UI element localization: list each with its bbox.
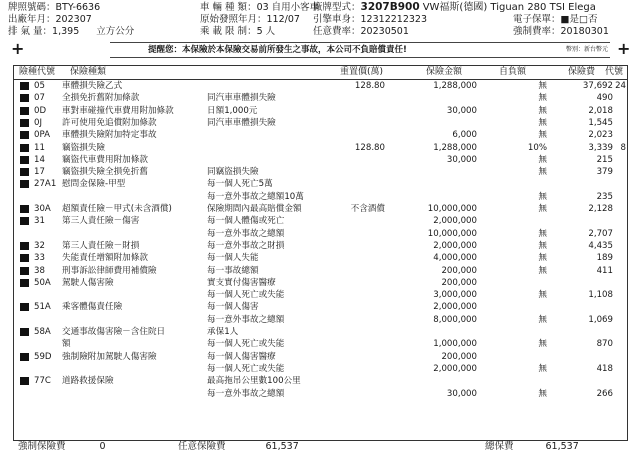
row-amount: 200,000 (441, 277, 477, 288)
row-marker-square (20, 377, 29, 385)
row-marker-square (20, 328, 29, 336)
e-policy: 電子保單：■是□否 (513, 14, 598, 25)
row-marker-square (20, 144, 29, 152)
row-name: 竊盜代車費用附加條款 (62, 154, 148, 165)
row-prem: 1,108 (588, 290, 613, 301)
row-marker-square (20, 180, 29, 188)
col-ded: 自負額 (499, 67, 527, 77)
table-row (14, 388, 627, 400)
row-marker-square (20, 119, 29, 127)
row-prem: 4,435 (588, 240, 613, 251)
row-desc: 同汽車車體損失險 (207, 117, 276, 128)
row-amount: 1,288,000 (433, 142, 477, 153)
row-prem: 3,339 (588, 142, 613, 153)
col-flag: 代號 (605, 67, 624, 77)
row-desc: 每一個人死亡或失能 (207, 363, 285, 374)
row-marker-square (20, 217, 29, 225)
row-code: 27A1 (34, 179, 57, 190)
coverage-table (13, 65, 628, 441)
row-desc: 每一個人傷害醫療 (207, 351, 276, 362)
row-ded: 無 (538, 191, 547, 202)
plate-line: 牌照號碼：BTY-6636 (8, 2, 101, 13)
row-repl: 128.80 (354, 81, 385, 91)
displacement: 排 氣 量：1,395 立方公分 (8, 26, 135, 37)
table-row (14, 142, 627, 154)
row-code: 30A (34, 204, 51, 214)
row-amount: 2,000,000 (433, 240, 477, 251)
row-name: 道路救援保險 (62, 376, 114, 387)
row-marker-square (20, 254, 29, 262)
row-ded: 無 (538, 154, 547, 165)
row-name: 強制險附加駕駛人傷害險 (62, 351, 157, 362)
row-code: 77C (34, 376, 51, 387)
row-amount: 6,000 (452, 130, 477, 141)
seat-limit: 乘 載 限 制：5 人 (200, 26, 276, 37)
table-row (14, 240, 627, 252)
row-amount: 30,000 (446, 154, 477, 165)
row-desc: 每一個人死亡或失能 (207, 290, 285, 301)
table-row (14, 277, 627, 289)
row-amount: 2,000,000 (433, 216, 477, 227)
row-prem: 418 (596, 363, 613, 374)
row-ded: 無 (538, 93, 547, 104)
vol-rate: 任意費率：20230501 (313, 26, 409, 37)
row-desc: 同汽車車體損失險 (207, 93, 276, 104)
row-amount: 1,288,000 (433, 81, 477, 91)
row-name: 交通事故傷害險－含住院日 (62, 327, 166, 337)
row-marker-square (20, 279, 29, 287)
notice-text: 提醒您：本保險於本保險交易前所發生之事故，本公司不負賠償責任! (148, 45, 407, 55)
col-amount: 保險金額 (426, 67, 463, 77)
row-amount: 30,000 (446, 388, 477, 399)
table-header (14, 66, 627, 80)
reg-date: 原始發照年月：112/07 (200, 14, 300, 25)
row-name: 刑事訴訟律師費用補償險 (62, 265, 157, 276)
row-code: 31 (34, 216, 45, 227)
row-prem: 1,545 (588, 117, 613, 128)
row-ded: 10% (527, 142, 547, 153)
registration-mark-right: + (617, 39, 631, 58)
row-amount: 1,000,000 (433, 339, 477, 350)
row-ded: 無 (538, 363, 547, 374)
row-desc: 每一個人死亡或失能 (207, 339, 285, 350)
row-marker-square (20, 94, 29, 102)
col-code: 險種代號 (19, 67, 56, 77)
table-row (14, 375, 627, 387)
row-code: 11 (34, 142, 45, 153)
table-row (14, 215, 627, 227)
row-flag: 24 (615, 81, 626, 91)
row-ded: 無 (538, 105, 547, 116)
row-ded: 無 (538, 117, 547, 128)
row-ded: 無 (538, 167, 547, 178)
row-amount: 200,000 (441, 351, 477, 362)
row-desc: 最高拖吊公里數100公里 (207, 376, 301, 387)
row-marker-square (20, 131, 29, 139)
row-amount: 30,000 (446, 105, 477, 116)
row-code: 50A (34, 277, 51, 288)
row-desc: 每一意外事故之財損 (207, 240, 285, 251)
row-prem: 1,069 (588, 314, 613, 325)
row-name: 第三人責任險－傷害 (62, 216, 140, 227)
table-row (14, 289, 627, 301)
row-amount: 10,000,000 (427, 228, 477, 239)
table-row (14, 252, 627, 264)
row-marker-square (20, 267, 29, 275)
table-row (14, 363, 627, 375)
notice-bar (110, 42, 610, 58)
row-marker-square (20, 82, 29, 90)
row-marker-square (20, 168, 29, 176)
row-name: 第三人責任險－財損 (62, 240, 140, 251)
row-name: 駕駛人傷害險 (62, 277, 114, 288)
row-code: 51A (34, 302, 51, 313)
row-code: 58A (34, 327, 51, 337)
table-row (14, 301, 627, 313)
row-desc: 保險期間內最高賠償金額 (207, 204, 302, 214)
row-code: 05 (34, 81, 45, 91)
row-prem: 2,128 (588, 204, 613, 214)
currency-note: 幣別：新台幣元 (565, 46, 608, 53)
row-code: 38 (34, 265, 45, 276)
row-ded: 無 (538, 253, 547, 264)
row-marker-square (20, 205, 29, 213)
row-prem: 379 (596, 167, 613, 178)
row-repl: 128.80 (354, 142, 385, 153)
row-code: 33 (34, 253, 45, 264)
table-row (14, 265, 627, 277)
row-prem: 870 (596, 339, 613, 350)
row-prem: 189 (596, 253, 613, 264)
comp-rate: 強制費率：20180301 (513, 26, 609, 37)
row-name: 超額責任險－甲式(未含酒償) (62, 204, 172, 214)
row-desc: 每一個人傷害 (207, 302, 259, 313)
row-code: 17 (34, 167, 45, 178)
footer-total: 總保費 61,537 (485, 441, 579, 452)
row-ded: 無 (538, 265, 547, 276)
footer-comp: 強制保險費 0 (18, 441, 106, 452)
row-code: 14 (34, 154, 45, 165)
row-repl: 不含酒償 (350, 204, 385, 214)
row-code: 32 (34, 240, 45, 251)
registration-mark-left: + (11, 39, 25, 58)
row-prem: 490 (596, 93, 613, 104)
table-row (14, 203, 627, 215)
row-marker-square (20, 156, 29, 164)
row-desc: 同竊盜損失險 (207, 167, 259, 178)
table-row (14, 80, 627, 92)
row-marker-square (20, 107, 29, 115)
row-desc: 每一個人失能 (207, 253, 259, 264)
table-row (14, 228, 627, 240)
row-desc: 實支實付傷害醫療 (207, 277, 276, 288)
row-ded: 無 (538, 81, 547, 91)
row-amount: 2,000,000 (433, 302, 477, 313)
col-name: 保險種類 (70, 67, 107, 77)
model: 廠牌型式：3207B900 VW福斯(德國) Tiguan 280 TSI Elega (313, 1, 596, 13)
table-row (14, 117, 627, 129)
row-amount: 3,000,000 (433, 290, 477, 301)
row-ded: 無 (538, 240, 547, 251)
row-name: 慰問金保險-甲型 (62, 179, 126, 190)
row-prem: 2,023 (588, 130, 613, 141)
row-desc: 每一個人死亡5萬 (207, 179, 273, 190)
row-ded: 無 (538, 314, 547, 325)
row-name: 竊盜損失險全損免折舊 (62, 167, 148, 178)
row-marker-square (20, 242, 29, 250)
row-desc: 每一意外事故之總額10萬 (207, 191, 304, 202)
row-code: 0D (34, 105, 47, 116)
table-row (14, 166, 627, 178)
row-name: 許可使用免追償附加條款 (62, 117, 157, 128)
row-name: 失能責任增額附加條款 (62, 253, 148, 264)
table-row (14, 178, 627, 190)
row-desc: 日額1,000元 (207, 105, 258, 116)
row-prem: 215 (596, 154, 613, 165)
row-amount: 8,000,000 (433, 314, 477, 325)
table-row (14, 338, 627, 350)
row-desc: 承保1人 (207, 327, 239, 337)
row-name: 全損免折舊附加條款 (62, 93, 140, 104)
table-row (14, 154, 627, 166)
row-ded: 無 (538, 339, 547, 350)
row-amount: 4,000,000 (433, 253, 477, 264)
row-desc: 每一意外事故之總額 (207, 388, 285, 399)
row-name: 車體損失險附加特定事故 (62, 130, 157, 141)
row-prem: 37,692 (582, 81, 613, 91)
row-desc: 每一個人體傷或死亡 (207, 216, 285, 227)
row-prem: 266 (596, 388, 613, 399)
row-prem: 2,018 (588, 105, 613, 116)
row-name: 乘客體傷責任險 (62, 302, 123, 313)
row-name: 竊盜損失險 (62, 142, 105, 153)
table-row (14, 129, 627, 141)
row-desc: 每一意外事故之總額 (207, 314, 285, 325)
row-prem: 235 (596, 191, 613, 202)
row-amount: 10,000,000 (427, 204, 477, 214)
vehicle-type: 車 輛 種 類：03 自用小客車 (200, 2, 320, 13)
row-amount: 200,000 (441, 265, 477, 276)
row-prem: 411 (596, 265, 613, 276)
table-row (14, 191, 627, 203)
row-desc: 每一事故總額 (207, 265, 259, 276)
table-row (14, 92, 627, 104)
row-ded: 無 (538, 290, 547, 301)
table-row (14, 314, 627, 326)
row-amount: 2,000,000 (433, 363, 477, 374)
col-repl: 重置價(萬) (340, 67, 384, 77)
row-code: 59D (34, 351, 52, 362)
engine-no: 引擎車身：12312212323 (313, 14, 428, 25)
row-name: 車對車碰撞代車費用附加條款 (62, 105, 174, 116)
mfg-date: 出廠年月：202307 (8, 14, 92, 25)
row-ded: 無 (538, 204, 547, 214)
row-ded: 無 (538, 130, 547, 141)
row-code: 0PA (34, 130, 50, 141)
row-name: 額 (62, 339, 71, 350)
row-prem: 2,707 (588, 228, 613, 239)
row-desc: 每一意外事故之總額 (207, 228, 285, 239)
row-flag: 8 (620, 142, 626, 153)
row-ded: 無 (538, 388, 547, 399)
row-code: 07 (34, 93, 45, 104)
row-marker-square (20, 303, 29, 311)
table-row (14, 351, 627, 363)
table-row (14, 326, 627, 338)
table-row (14, 105, 627, 117)
row-ded: 無 (538, 228, 547, 239)
col-prem: 保險費 (568, 67, 596, 77)
row-marker-square (20, 353, 29, 361)
row-code: 0J (34, 117, 43, 128)
footer-vol: 任意保險費 61,537 (178, 441, 299, 452)
row-name: 車體損失險乙式 (62, 81, 123, 91)
